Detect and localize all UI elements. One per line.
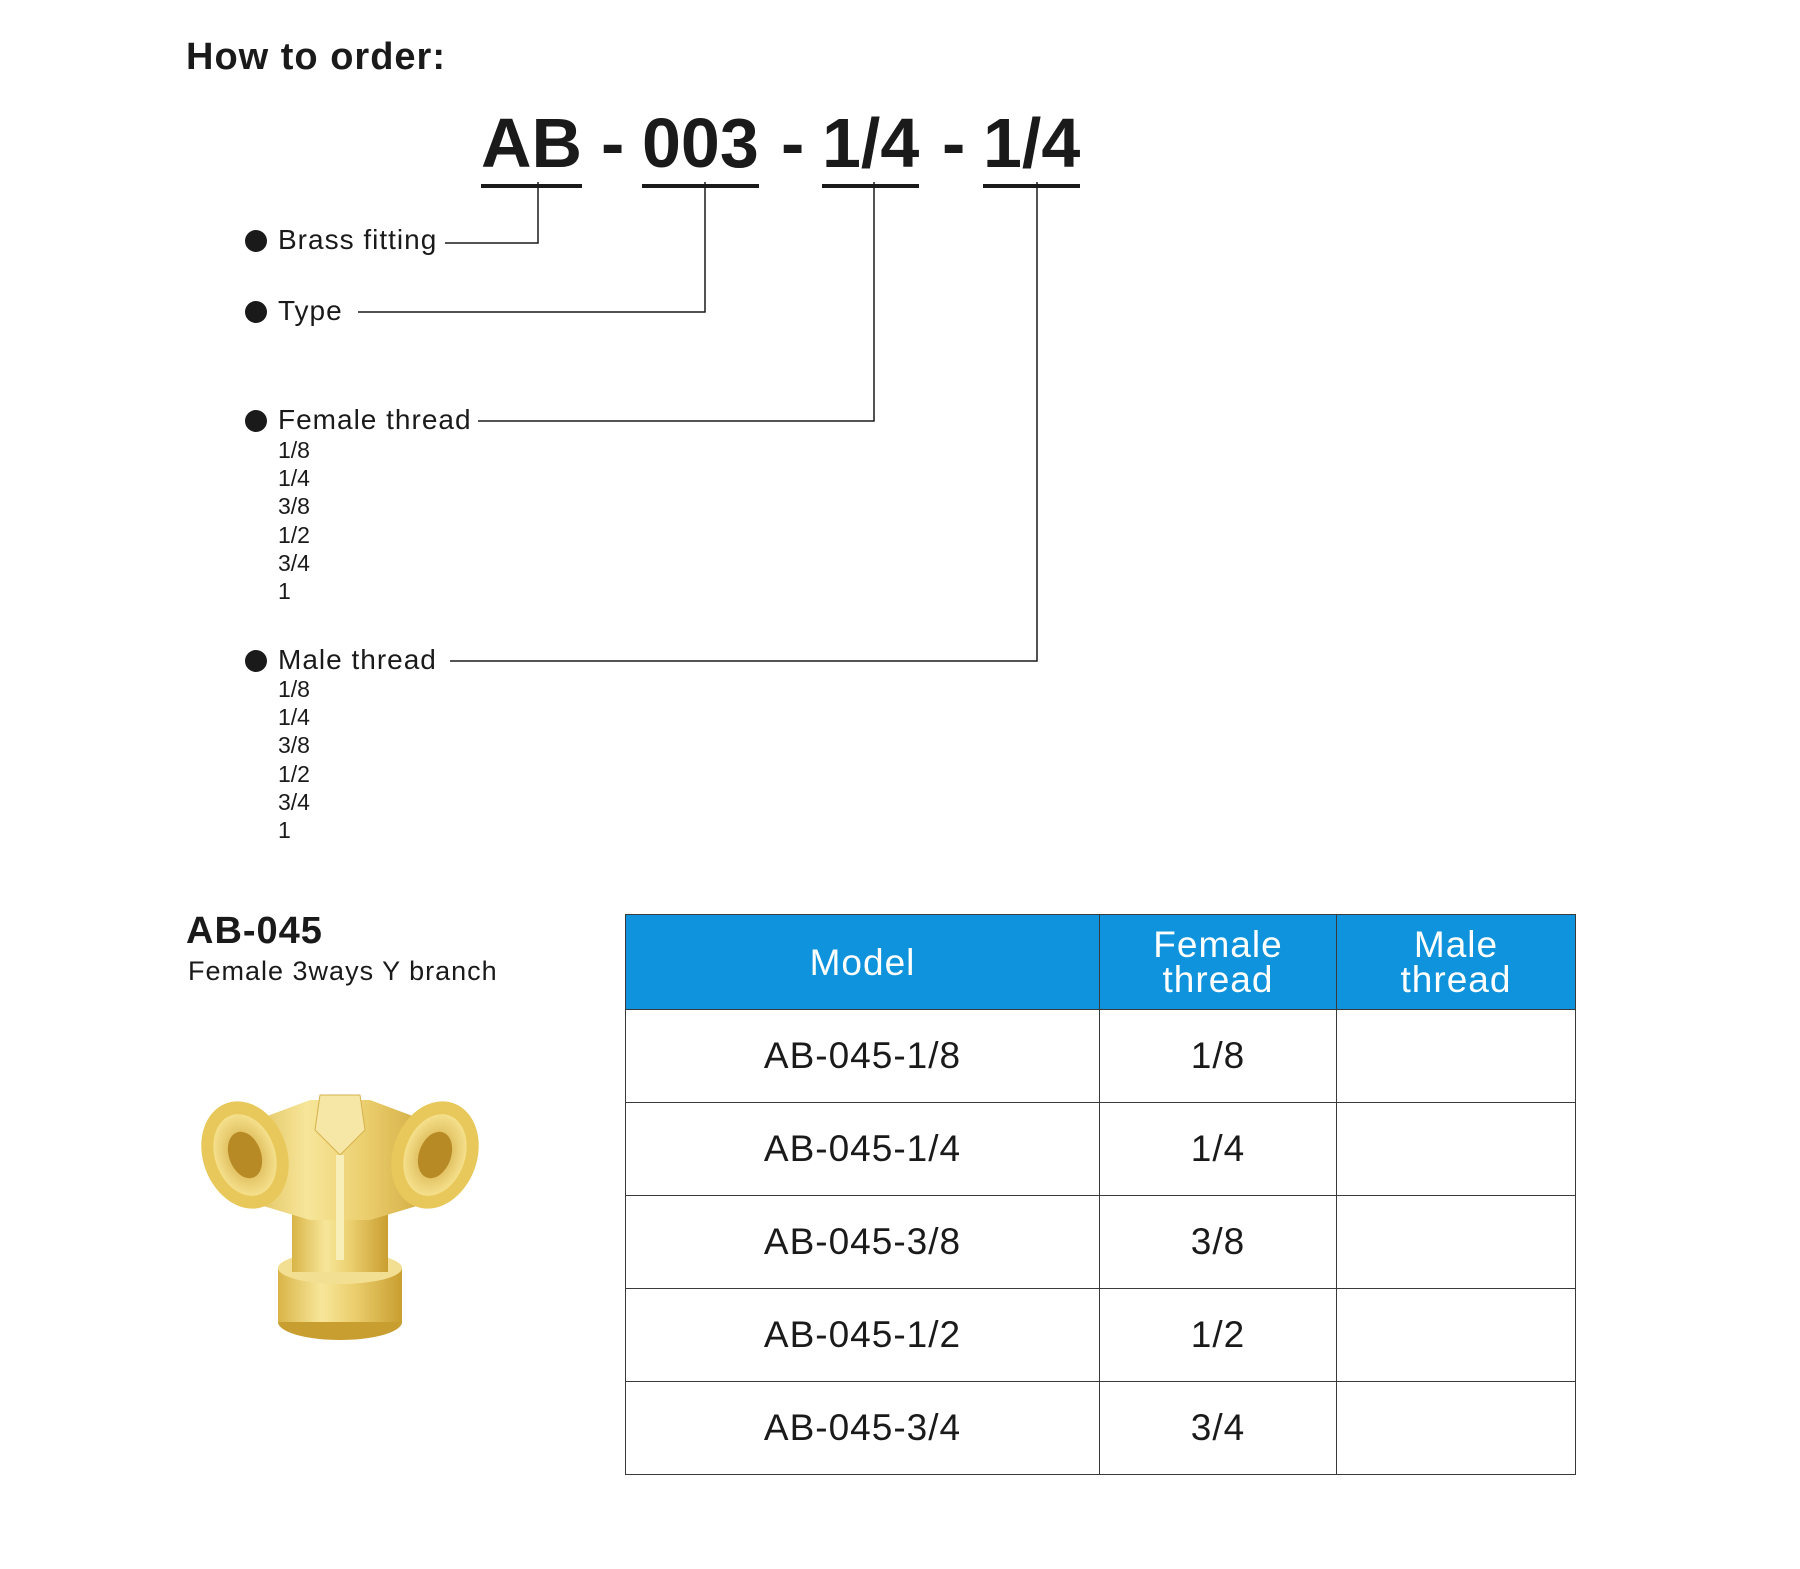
table-row xyxy=(626,1382,1576,1475)
cell-male-thread xyxy=(1337,1289,1576,1382)
cell-male-thread xyxy=(1337,1196,1576,1289)
table-row xyxy=(626,1010,1576,1103)
code-part-male-thread: 1/4 xyxy=(983,108,1080,178)
list-item: 1/8 xyxy=(278,676,310,702)
bullet-icon xyxy=(245,410,267,432)
list-item: 3/8 xyxy=(278,493,310,520)
code-part-female-thread: 1/4 xyxy=(822,108,919,178)
cell-female-thread: 1/4 xyxy=(1100,1103,1337,1196)
bullet-icon xyxy=(245,230,267,252)
list-item: 3/8 xyxy=(278,732,310,759)
option-label-type: Type xyxy=(278,295,343,326)
cell-model: AB-045-1/4 xyxy=(626,1103,1100,1196)
product-model-title: AB-045 xyxy=(186,910,323,952)
list-item: 1 xyxy=(278,817,291,844)
list-item: 1/4 xyxy=(278,704,310,731)
bullet-icon xyxy=(245,301,267,323)
code-separator: - xyxy=(601,104,625,182)
leader-brass-fitting xyxy=(445,182,538,243)
list-item: 1/8 xyxy=(278,437,310,463)
cell-model: AB-045-3/8 xyxy=(626,1196,1100,1289)
code-part-series: AB xyxy=(481,108,582,178)
cell-model: AB-045-1/2 xyxy=(626,1289,1100,1382)
option-label-male-thread: Male thread xyxy=(278,644,437,675)
cell-female-thread: 3/8 xyxy=(1100,1196,1337,1289)
table-row xyxy=(626,1289,1576,1382)
spec-table xyxy=(625,914,1575,1475)
table-row xyxy=(626,1103,1576,1196)
cell-model: AB-045-1/8 xyxy=(626,1010,1100,1103)
cell-female-thread: 3/4 xyxy=(1100,1382,1337,1475)
cell-female-thread: 1/2 xyxy=(1100,1289,1337,1382)
product-description: Female 3ways Y branch xyxy=(188,956,498,986)
table-row xyxy=(626,1196,1576,1289)
female-thread-options xyxy=(278,436,310,605)
list-item: 1 xyxy=(278,578,291,605)
cell-model: AB-045-3/4 xyxy=(626,1382,1100,1475)
cell-female-thread: 1/8 xyxy=(1100,1010,1337,1103)
brass-y-fitting-image xyxy=(190,1060,490,1350)
list-item: 3/4 xyxy=(278,549,310,576)
list-item: 1/2 xyxy=(278,521,310,548)
option-label-brass-fitting: Brass fitting xyxy=(278,224,438,255)
list-item: 1/4 xyxy=(278,465,310,492)
cell-male-thread xyxy=(1337,1010,1576,1103)
header-model: Model xyxy=(626,915,1100,1010)
code-separator: - xyxy=(942,104,966,182)
list-item: 3/4 xyxy=(278,788,310,815)
code-separator: - xyxy=(781,104,805,182)
bullet-icon xyxy=(245,650,267,672)
table-header-row xyxy=(626,915,1576,1010)
option-label-female-thread: Female thread xyxy=(278,404,472,435)
code-part-type: 003 xyxy=(642,108,759,178)
cell-male-thread xyxy=(1337,1382,1576,1475)
male-thread-options xyxy=(278,675,310,844)
how-to-order-title: How to order: xyxy=(186,36,446,78)
header-male-thread: Male thread xyxy=(1337,915,1576,1010)
cell-male-thread xyxy=(1337,1103,1576,1196)
header-female-thread: Female thread xyxy=(1100,915,1337,1010)
list-item: 1/2 xyxy=(278,760,310,787)
